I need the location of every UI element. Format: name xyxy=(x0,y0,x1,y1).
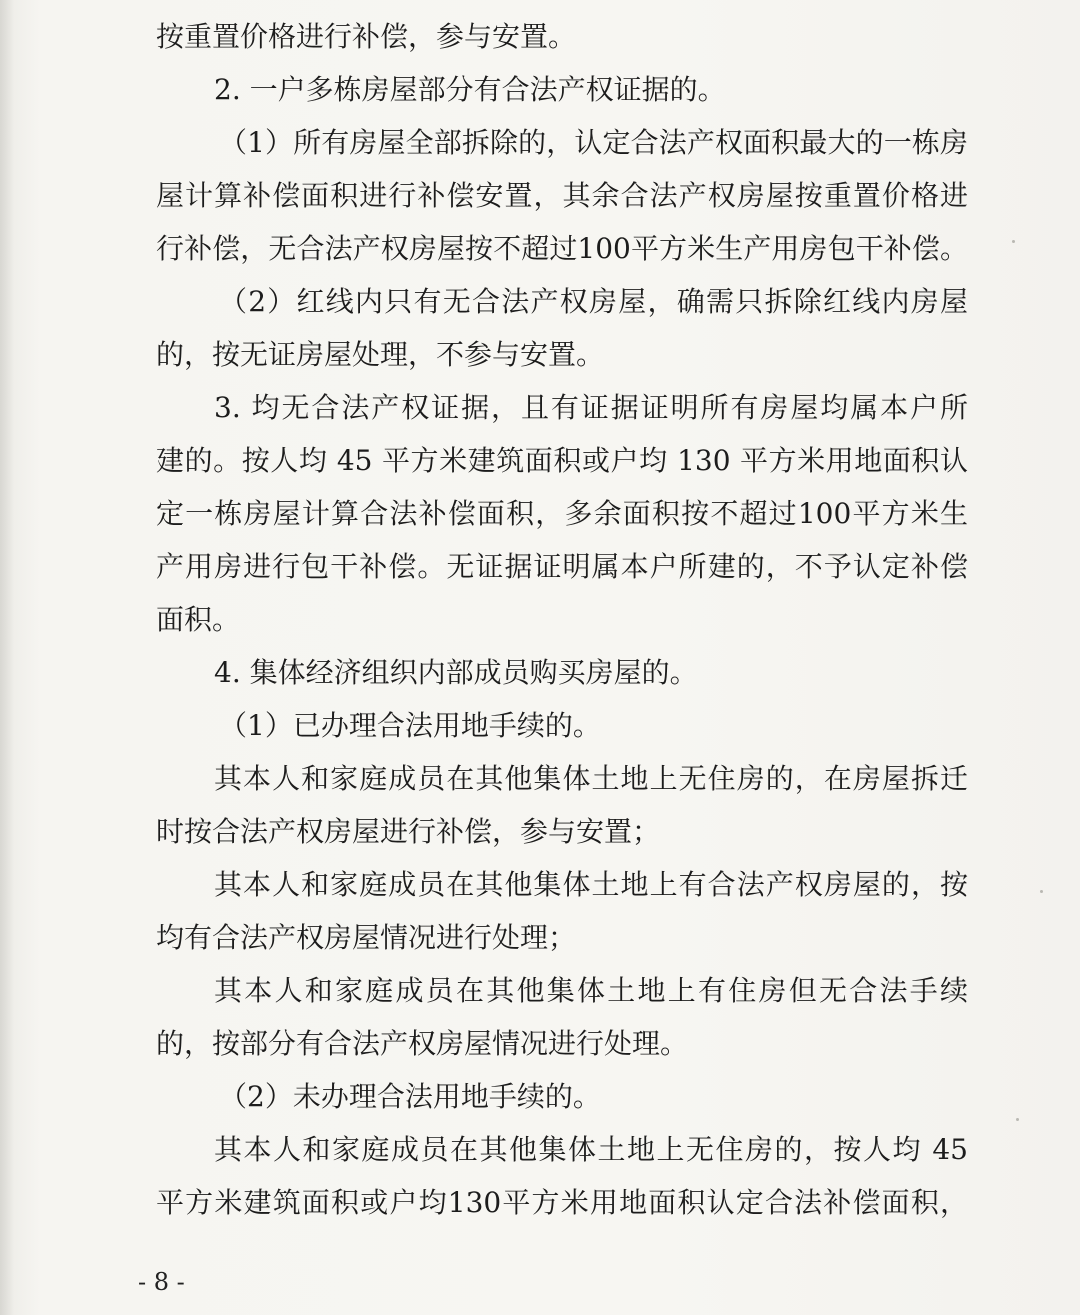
text-line: 其本人和家庭成员在其他集体土地上无住房的，按人均 45 xyxy=(214,1133,968,1166)
page-number: - 8 - xyxy=(138,1268,185,1296)
text-line: 建的。按人均 45 平方米建筑面积或户均 130 平方米用地面积认 xyxy=(156,444,968,477)
text-line: 其本人和家庭成员在其他集体土地上无住房的，在房屋拆迁 xyxy=(214,762,968,795)
text-line: 产用房进行包干补偿。无证据证明属本户所建的，不予认定补偿 xyxy=(156,550,968,583)
text-line: 的，按无证房屋处理，不参与安置。 xyxy=(156,338,605,371)
text-line: 按重置价格进行补偿，参与安置。 xyxy=(156,20,577,53)
text-line: 的，按部分有合法产权房屋情况进行处理。 xyxy=(156,1027,689,1060)
text-line: 其本人和家庭成员在其他集体土地上有合法产权房屋的，按 xyxy=(214,868,968,901)
text-line: （1）已办理合法用地手续的。 xyxy=(219,709,601,742)
text-line: 时按合法产权房屋进行补偿，参与安置； xyxy=(156,815,661,848)
text-line: 2. 一户多栋房屋部分有合法产权证据的。 xyxy=(214,73,726,106)
scan-speck xyxy=(1012,240,1015,243)
text-line: 面积。 xyxy=(156,603,241,636)
document-body xyxy=(156,10,968,1229)
text-line: （2）红线内只有无合法产权房屋，确需只拆除红线内房屋 xyxy=(219,285,968,318)
text-line: （1）所有房屋全部拆除的，认定合法产权面积最大的一栋房 xyxy=(219,126,968,159)
scan-speck xyxy=(1040,890,1043,893)
text-line: 3. 均无合法产权证据，且有证据证明所有房屋均属本户所 xyxy=(214,391,968,424)
text-line: （2）未办理合法用地手续的。 xyxy=(219,1080,601,1113)
page-edge-shadow xyxy=(0,0,14,1315)
text-line: 4. 集体经济组织内部成员购买房屋的。 xyxy=(214,656,698,689)
text-line: 其本人和家庭成员在其他集体土地上有住房但无合法手续 xyxy=(214,974,968,1007)
text-line: 定一栋房屋计算合法补偿面积，多余面积按不超过100平方米生 xyxy=(156,497,968,530)
text-line: 行补偿，无合法产权房屋按不超过100平方米生产用房包干补偿。 xyxy=(156,232,968,265)
text-line: 屋计算补偿面积进行补偿安置，其余合法产权房屋按重置价格进 xyxy=(156,179,968,212)
scan-speck xyxy=(1016,1118,1019,1121)
text-line: 平方米建筑面积或户均130平方米用地面积认定合法补偿面积， xyxy=(156,1186,968,1219)
text-line: 均有合法产权房屋情况进行处理； xyxy=(156,921,577,954)
